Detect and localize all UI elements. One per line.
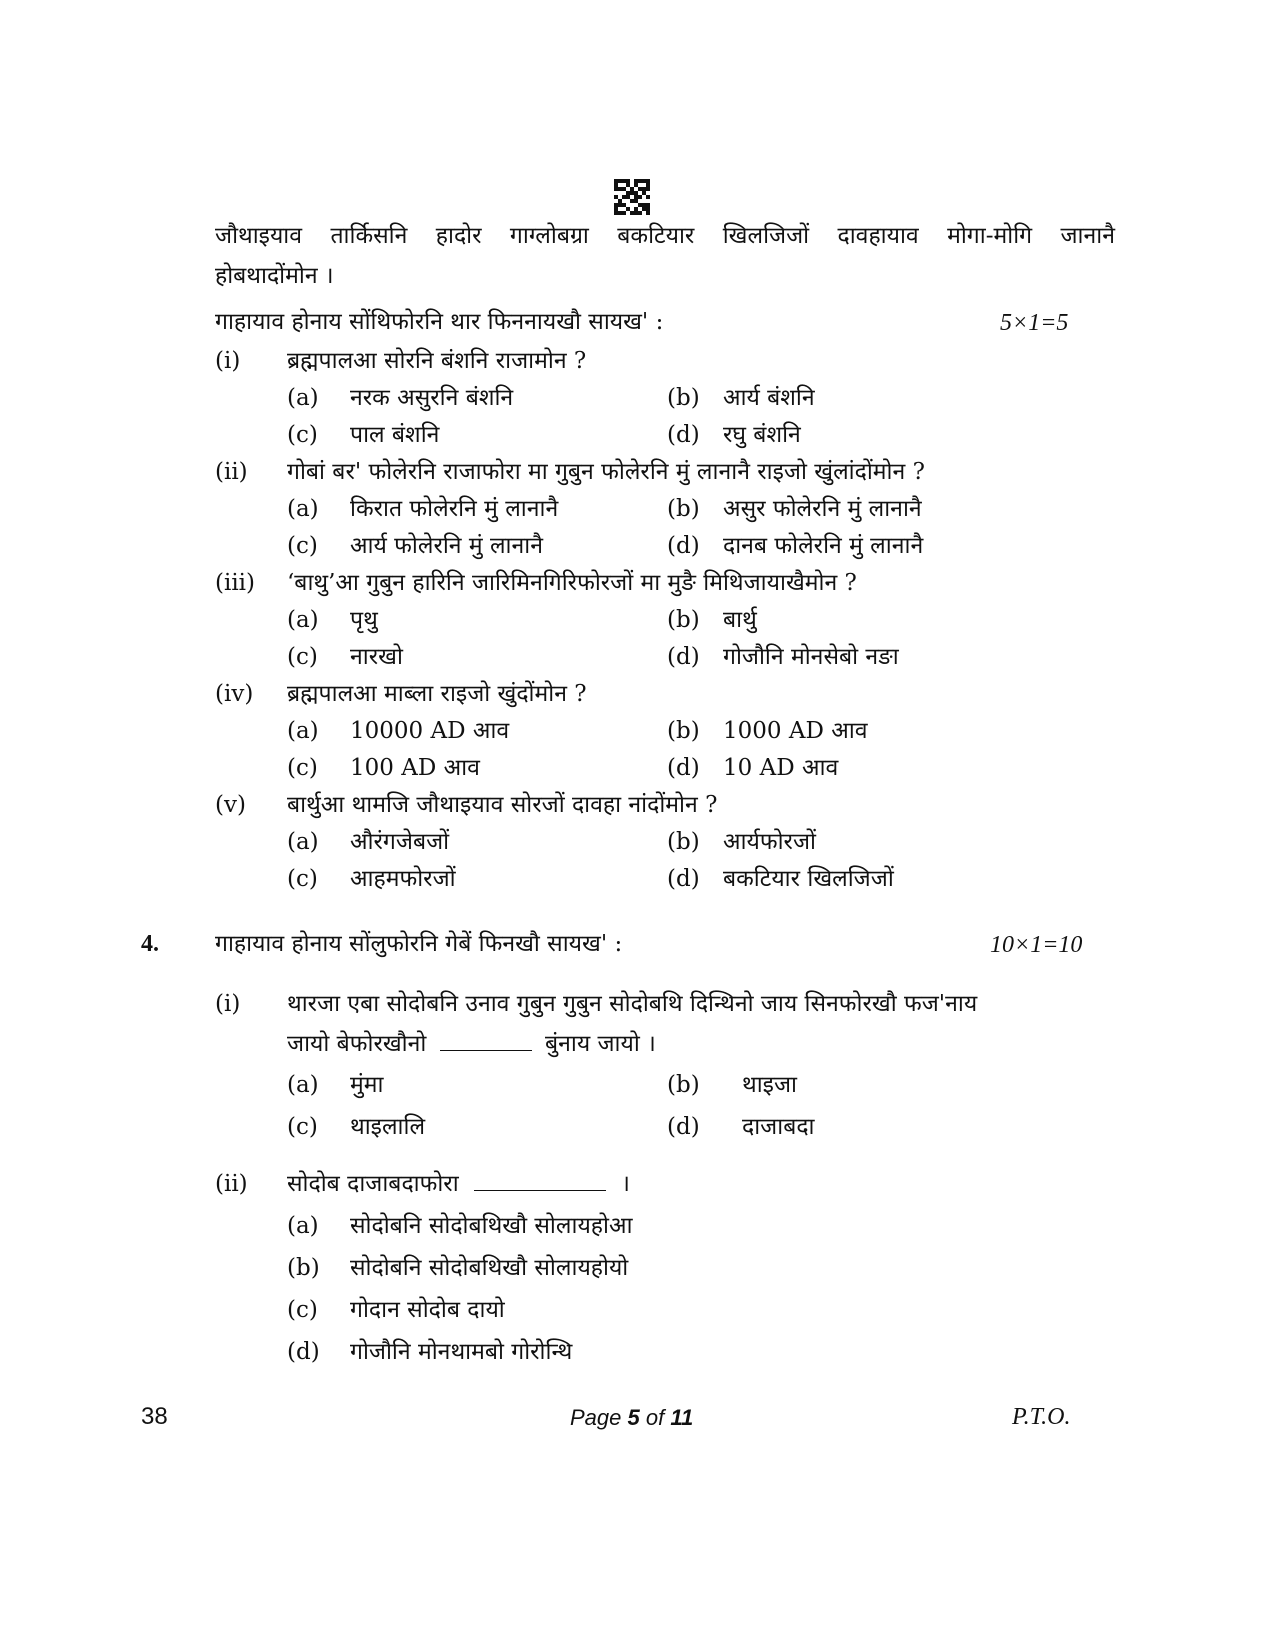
q4-i-line-2a: जायो बेफोरखौनो [287, 1031, 427, 1057]
page-current: 5 [627, 1405, 640, 1430]
q3-option-a-label: (a) [287, 385, 319, 411]
q3-option-a-text: पृथु [350, 607, 378, 633]
q3-option-b-text: बार्थु [723, 607, 757, 633]
q4-ii-end: । [621, 1171, 631, 1197]
q4-ii-opt-b-text: सोदोबनि सोदोबथिखौ सोलायहोयो [350, 1255, 629, 1281]
q3-option-c-label: (c) [287, 533, 318, 559]
q4-ii-number: (ii) [215, 1171, 248, 1197]
q4-i-opt-b-text: थाइजा [742, 1072, 797, 1098]
q4-ii-opt-c-label: (c) [287, 1297, 318, 1323]
intro-paragraph [215, 216, 1115, 296]
q3-option-a-text: 10000 AD आव [350, 718, 510, 744]
q4-ii-opt-c-text: गोदान सोदोब दायो [350, 1297, 505, 1323]
q4-i-number: (i) [215, 991, 241, 1017]
fill-blank [440, 1030, 532, 1051]
q4-ii-opt-a-text: सोदोबनि सोदोबथिखौ सोलायहोआ [350, 1213, 633, 1239]
q3-option-b-label: (b) [667, 829, 700, 855]
q3-option-d-label: (d) [667, 422, 700, 448]
intro-line-2: होबथादोंमोन । [215, 263, 334, 289]
q3-marks: 5×1=5 [1000, 310, 1069, 336]
q3-option-b-label: (b) [667, 496, 700, 522]
q3-option-d-label: (d) [667, 644, 700, 670]
q3-item-question: बार्थुआ थामजि जौथाइयाव सोरजों दावहा नांदोंमोन ? [287, 792, 718, 818]
q4-i-opt-c-text: थाइलालि [350, 1114, 426, 1140]
paper-code: 38 [141, 1403, 168, 1430]
q3-option-b-label: (b) [667, 385, 700, 411]
q4-i-line-2b: बुंनाय जायो । [544, 1031, 656, 1057]
q3-option-c-text: आहमफोरजों [350, 866, 456, 892]
q3-option-a-label: (a) [287, 829, 319, 855]
q3-option-b-label: (b) [667, 607, 700, 633]
q3-item-number: (iii) [215, 570, 256, 596]
q4-i-opt-d-label: (d) [667, 1114, 700, 1140]
q3-item-number: (v) [215, 792, 246, 818]
q4-ii-opt-a-label: (a) [287, 1213, 319, 1239]
q4-ii-text: सोदोब दाजाबदाफोरा [287, 1171, 459, 1197]
q3-option-c-text: आर्य फोलेरनि मुं लानानै [350, 533, 543, 559]
q3-option-b-text: आर्यफोरजों [723, 829, 816, 855]
q3-item-question: ‘बाथु’आ गुबुन हारिनि जारिमिनगिरिफोरजों मा मुङै मिथिजायाखैमोन ? [287, 570, 857, 596]
q4-ii-opt-b-label: (b) [287, 1255, 320, 1281]
q3-option-b-text: आर्य बंशनि [723, 385, 815, 411]
q3-option-c-label: (c) [287, 422, 318, 448]
q4-ii-opt-d-text: गोजौनि मोनथामबो गोरोन्थि [350, 1339, 573, 1365]
q3-option-a-label: (a) [287, 607, 319, 633]
q3-option-d-text: दानब फोलेरनि मुं लानानै [723, 533, 924, 559]
q3-option-a-text: नरक असुरनि बंशनि [350, 385, 514, 411]
q3-option-a-text: किरात फोलेरनि मुं लानानै [350, 496, 559, 522]
q3-option-d-label: (d) [667, 866, 700, 892]
q3-option-b-label: (b) [667, 718, 700, 744]
q3-option-c-label: (c) [287, 866, 318, 892]
pto-label: P.T.O. [1012, 1404, 1071, 1430]
q4-instruction: गाहायाव होनाय सोंलुफोरनि गेबें फिनखौ सायख' : [215, 931, 623, 957]
intro-line-1: जौथाइयाव तार्किसनि हादोर गाग्लोबग्रा बकटियार खिलजिजों दावहायाव मोगा-मोगि जानानै [215, 223, 1115, 249]
q3-item-number: (i) [215, 348, 241, 374]
q3-item-question: गोबां बर' फोलेरनि राजाफोरा मा गुबुन फोलेरनि मुं लानानै राइजो खुंलांदोंमोन ? [287, 459, 925, 485]
q3-option-d-text: बकटियार खिलजिजों [723, 866, 894, 892]
q3-option-b-text: 1000 AD आव [723, 718, 868, 744]
q3-option-c-text: नारखो [350, 644, 403, 670]
q3-item-question: ब्रह्मपालआ सोरनि बंशनि राजामोन ? [287, 348, 587, 374]
q4-marks: 10×1=10 [990, 932, 1083, 958]
q3-instruction: गाहायाव होनाय सोंथिफोरनि थार फिननायखौ सायख' : [215, 309, 664, 335]
page-of: of [645, 1405, 665, 1430]
page-indicator [570, 1403, 693, 1433]
q3-option-d-label: (d) [667, 755, 700, 781]
q3-option-d-text: 10 AD आव [723, 755, 839, 781]
page-prefix: Page [570, 1405, 622, 1430]
page-total: 11 [670, 1405, 694, 1430]
q4-number: 4. [141, 931, 159, 957]
q4-ii-opt-d-label: (d) [287, 1339, 320, 1365]
q4-i-opt-d-text: दाजाबदा [742, 1114, 815, 1140]
q3-option-c-text: 100 AD आव [350, 755, 480, 781]
q4-ii-question [287, 1169, 630, 1199]
q3-option-b-text: असुर फोलेरनि मुं लानानै [723, 496, 922, 522]
q4-i-line-1: थारजा एबा सोदोबनि उनाव गुबुन गुबुन सोदोबथि दिन्थिनो जाय सिनफोरखौ फज'नाय [287, 991, 978, 1017]
q3-option-c-text: पाल बंशनि [350, 422, 440, 448]
q3-option-d-text: गोजौनि मोनसेबो नङा [723, 644, 899, 670]
q3-option-a-label: (a) [287, 718, 319, 744]
qr-code [614, 179, 650, 215]
q3-option-a-label: (a) [287, 496, 319, 522]
q4-i-opt-a-text: मुंमा [350, 1072, 384, 1098]
q3-option-a-text: औरंगजेबजों [350, 829, 450, 855]
fill-blank [474, 1170, 606, 1191]
q3-option-c-label: (c) [287, 644, 318, 670]
q3-option-d-label: (d) [667, 533, 700, 559]
q3-option-d-text: रघु बंशनि [723, 422, 801, 448]
q4-i-opt-c-label: (c) [287, 1114, 318, 1140]
q4-i-opt-a-label: (a) [287, 1072, 319, 1098]
q3-item-question: ब्रह्मपालआ माब्ला राइजो खुंदोंमोन ? [287, 681, 587, 707]
q3-item-number: (iv) [215, 681, 254, 707]
q4-i-opt-b-label: (b) [667, 1072, 700, 1098]
q4-i-line-2 [287, 1029, 656, 1059]
q3-item-number: (ii) [215, 459, 248, 485]
q3-option-c-label: (c) [287, 755, 318, 781]
